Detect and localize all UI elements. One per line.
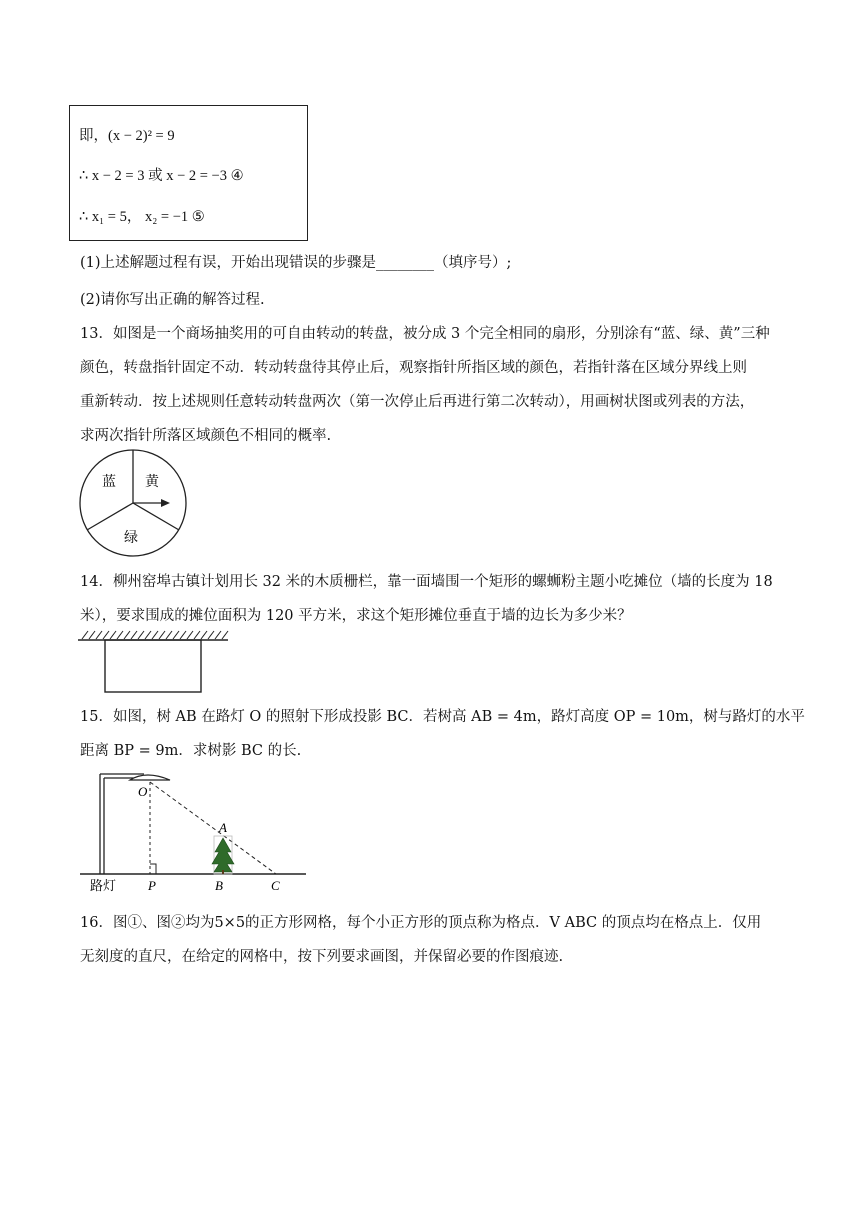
label-lamp: 路灯 — [90, 878, 117, 893]
q13-line-3: 重新转动．按上述规则任意转动转盘两次（第一次停止后再进行第二次转动），用画树状图或列表的方法， — [80, 394, 755, 410]
solution-steps-box — [69, 105, 308, 241]
hatch-mark — [159, 631, 165, 639]
hatch-mark — [152, 631, 158, 639]
hatch-mark — [201, 631, 207, 639]
lamp-head — [130, 775, 170, 780]
hatch-mark — [194, 631, 200, 639]
oc-dashed-line — [150, 782, 276, 874]
label-a: A — [219, 820, 227, 835]
step-line-1: 即，(x − 2)² = 9 — [79, 128, 175, 144]
q13-line-2: 颜色，转盘指针固定不动．转动转盘待其停止后，观察指针所指区域的颜色，若指针落在区域分界线上则 — [80, 360, 747, 376]
divider-left — [87, 503, 133, 530]
hatch-mark — [166, 631, 172, 639]
hatch-mark — [117, 631, 123, 639]
hatch-mark — [145, 631, 151, 639]
label-b: B — [215, 878, 223, 893]
lamp-tree-figure — [78, 766, 310, 894]
q13-line-1: 13．如图是一个商场抽奖用的可自由转动的转盘，被分成 3 个完全相同的扇形，分别涂有“蓝、绿、黄”三种 — [80, 326, 770, 342]
label-p: P — [148, 878, 156, 893]
q16-line-2: 无刻度的直尺，在给定的网格中，按下列要求画图，并保留必要的作图痕迹. — [80, 949, 564, 965]
hatch-mark — [222, 631, 228, 639]
q14-line-1: 14．柳州窑埠古镇计划用长 32 米的木质栅栏，靠一面墙围一个矩形的螺蛳粉主题小吃摊位（墙的长度为 18 — [80, 574, 773, 590]
hatch-mark — [180, 631, 186, 639]
hatch-mark — [138, 631, 144, 639]
sector-green-label: 绿 — [124, 531, 138, 546]
hatch-mark — [89, 631, 95, 639]
pointer-arrowhead — [161, 499, 170, 507]
divider-right — [133, 503, 179, 530]
q15-line-2: 距离 BP = 9m．求树影 BC 的长. — [80, 743, 302, 759]
hatch-mark — [124, 631, 130, 639]
step-line-3: ∴ x₁ = 5， x₂ = −1 ⑤ — [79, 209, 205, 225]
wall-rectangle-figure — [76, 628, 232, 696]
hatch-mark — [215, 631, 221, 639]
q16-line-1: 16．图①、图②均为5×5的正方形网格，每个小正方形的顶点称为格点．V ABC 的顶点均在格点上．仅用 — [80, 915, 762, 931]
hatch-mark — [96, 631, 102, 639]
hatch-mark — [110, 631, 116, 639]
stall-rectangle — [105, 640, 201, 692]
sector-yellow-label: 黄 — [145, 475, 159, 490]
hatch-mark — [82, 631, 88, 639]
hatch-mark — [208, 631, 214, 639]
hatch-mark — [131, 631, 137, 639]
hatch-mark — [187, 631, 193, 639]
wall-hatching — [82, 631, 228, 639]
q12-part2: (2)请你写出正确的解答过程. — [80, 292, 265, 308]
step-line-2: ∴ x − 2 = 3 或 x − 2 = −3 ④ — [79, 168, 244, 184]
hatch-mark — [103, 631, 109, 639]
right-angle-mark — [150, 864, 156, 874]
sector-blue-label: 蓝 — [102, 475, 116, 490]
q13-line-4: 求两次指针所落区域颜色不相同的概率. — [80, 428, 332, 444]
q15-line-1: 15．如图，树 AB 在路灯 O 的照射下形成投影 BC．若树高 AB = 4m，路灯高度 OP = 10m，树与路灯的水平 — [80, 709, 805, 725]
q12-part1: (1)上述解题过程有误，开始出现错误的步骤是________（填序号）; — [80, 255, 512, 271]
label-c: C — [271, 878, 280, 893]
q14-line-2: 米），要求围成的摊位面积为 120 平方米，求这个矩形摊位垂直于墙的边长为多少米？ — [80, 608, 632, 624]
spinner-figure — [78, 446, 190, 560]
tree-crown — [212, 838, 234, 872]
label-o: O — [138, 784, 148, 799]
hatch-mark — [173, 631, 179, 639]
